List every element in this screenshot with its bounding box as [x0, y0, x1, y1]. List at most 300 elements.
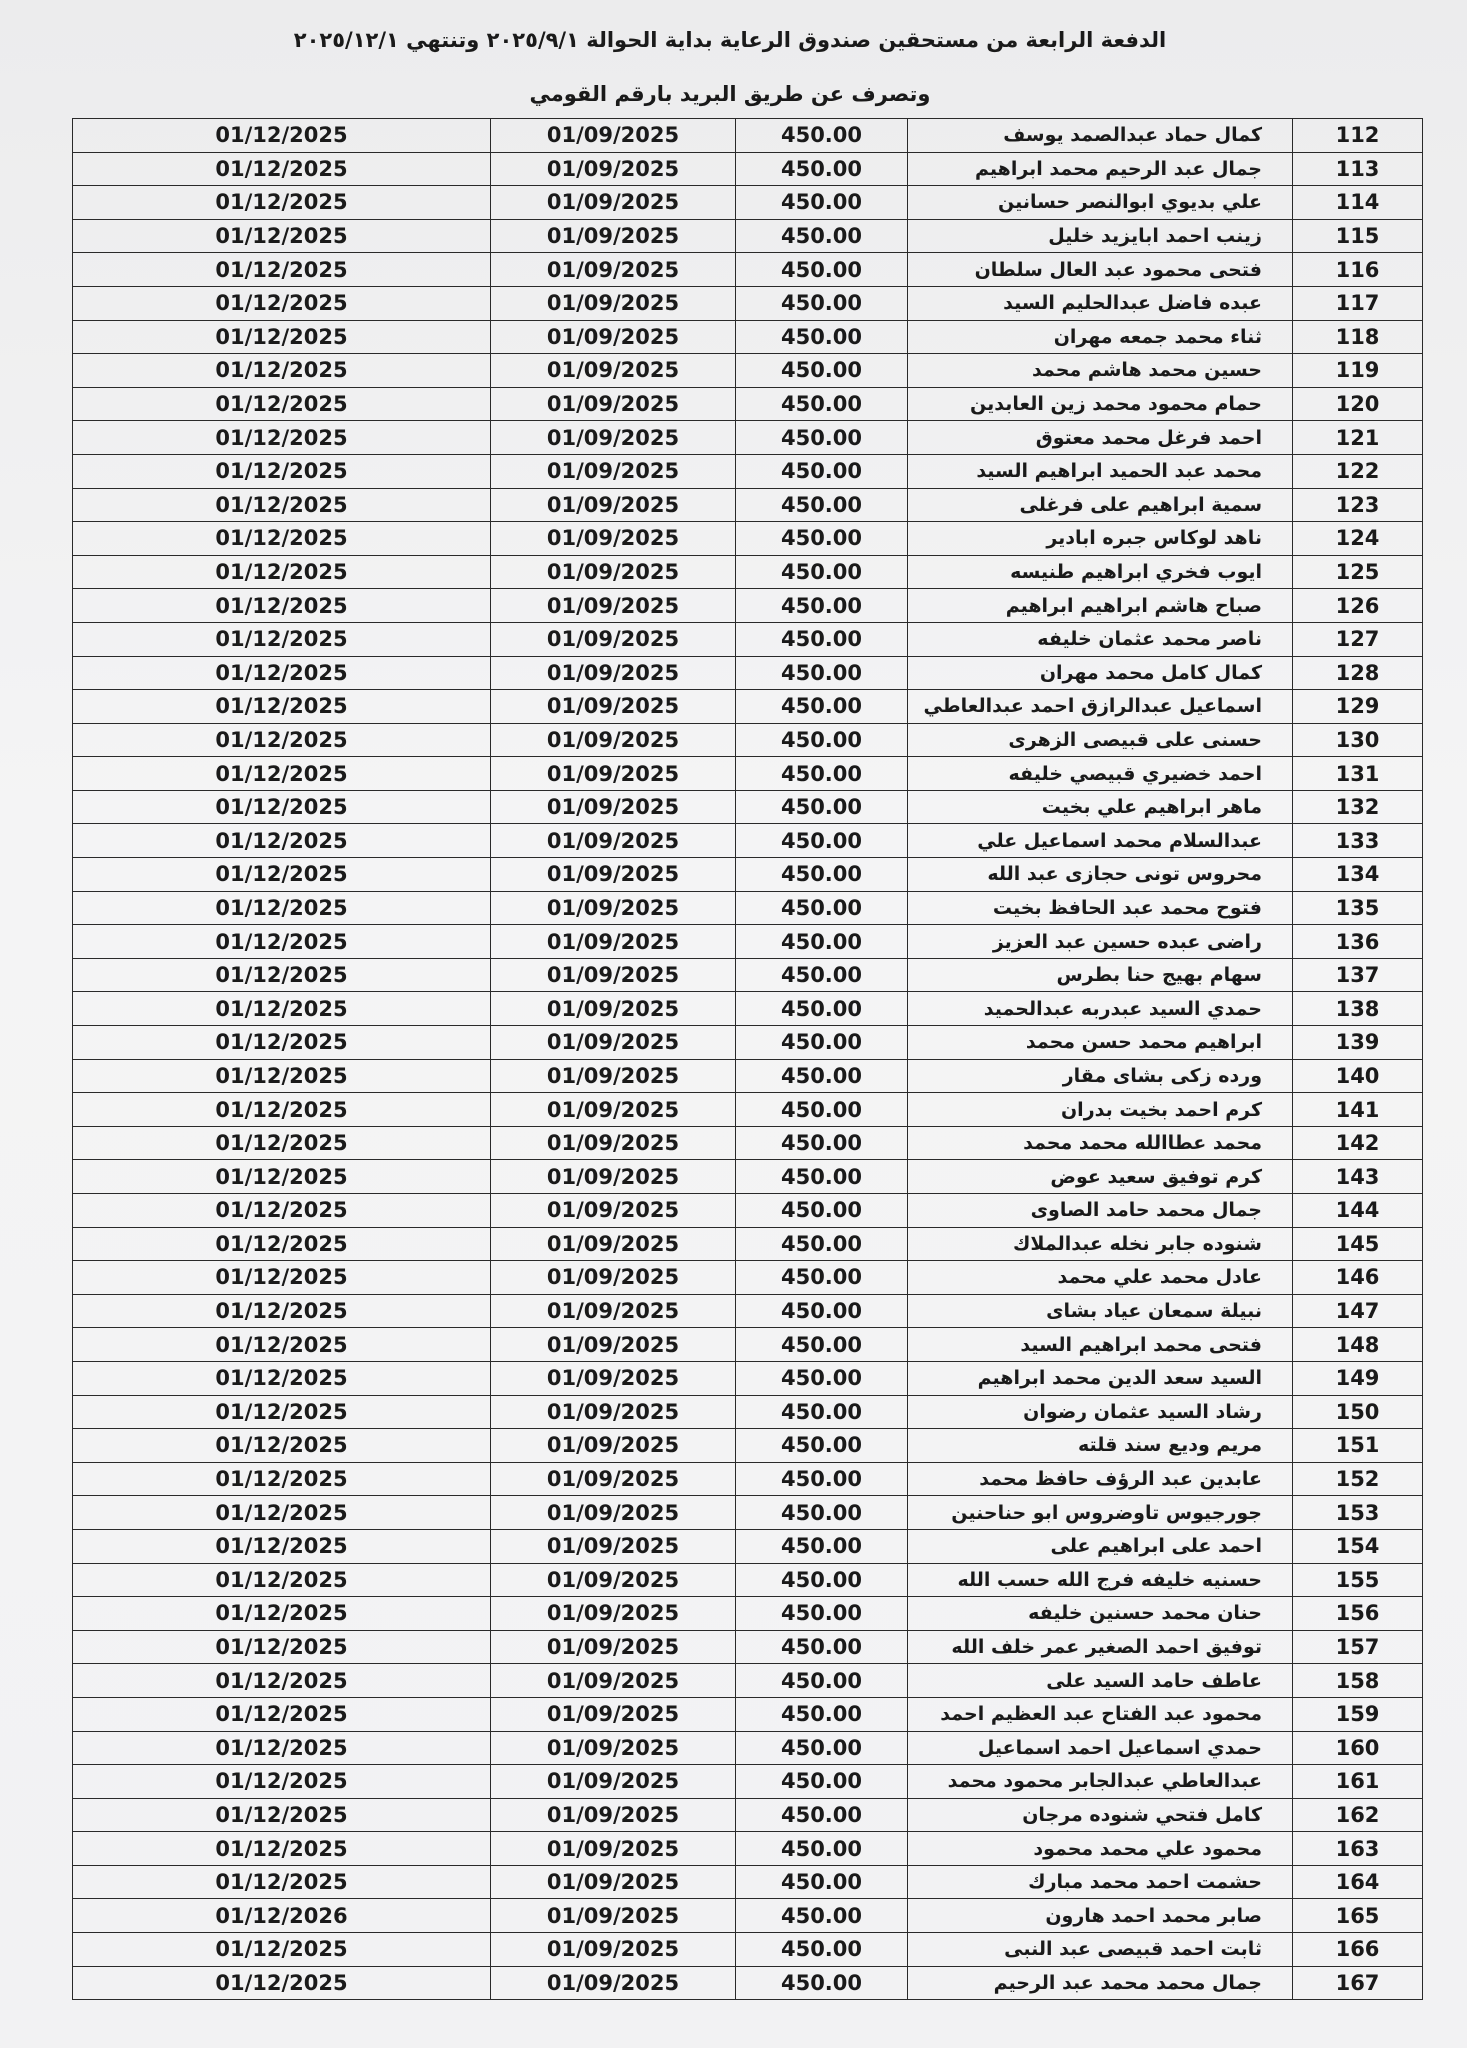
table-row [73, 1597, 1423, 1631]
name-cell: ناهد لوكاس جبره ابادير [908, 522, 1293, 556]
end-date-cell: 01/12/2025 [73, 992, 491, 1026]
row-number-cell: 161 [1293, 1765, 1423, 1799]
table-row [73, 320, 1423, 354]
name-cell: عبده فاضل عبدالحليم السيد [908, 286, 1293, 320]
amount-cell: 450.00 [736, 1126, 908, 1160]
end-date-cell: 01/12/2025 [73, 1059, 491, 1093]
table-row [73, 1697, 1423, 1731]
amount-cell: 450.00 [736, 1697, 908, 1731]
row-number-cell: 166 [1293, 1933, 1423, 1967]
amount-cell: 450.00 [736, 622, 908, 656]
name-cell: محمود علي محمد محمود [908, 1832, 1293, 1866]
end-date-cell: 01/12/2025 [73, 723, 491, 757]
table-row [73, 992, 1423, 1026]
amount-cell: 450.00 [736, 1294, 908, 1328]
row-number-cell: 151 [1293, 1429, 1423, 1463]
amount-cell: 450.00 [736, 1798, 908, 1832]
row-number-cell: 140 [1293, 1059, 1423, 1093]
name-cell: جمال عبد الرحيم محمد ابراهيم [908, 152, 1293, 186]
table-row [73, 622, 1423, 656]
end-date-cell: 01/12/2025 [73, 1026, 491, 1060]
name-cell: عبدالعاطي عبدالجابر محمود محمد [908, 1765, 1293, 1799]
name-cell: ابراهيم محمد حسن محمد [908, 1026, 1293, 1060]
table-row [73, 1093, 1423, 1127]
end-date-cell: 01/12/2025 [73, 522, 491, 556]
start-date-cell: 01/09/2025 [491, 1093, 736, 1127]
end-date-cell: 01/12/2025 [73, 354, 491, 388]
name-cell: ناصر محمد عثمان خليفه [908, 622, 1293, 656]
row-number-cell: 123 [1293, 488, 1423, 522]
end-date-cell: 01/12/2025 [73, 1395, 491, 1429]
table-row [73, 1496, 1423, 1530]
row-number-cell: 127 [1293, 622, 1423, 656]
row-number-cell: 131 [1293, 757, 1423, 791]
amount-cell: 450.00 [736, 790, 908, 824]
start-date-cell: 01/09/2025 [491, 1462, 736, 1496]
end-date-cell: 01/12/2025 [73, 1832, 491, 1866]
name-cell: شنوده جابر نخله عبدالملاك [908, 1227, 1293, 1261]
amount-cell: 450.00 [736, 858, 908, 892]
start-date-cell: 01/09/2025 [491, 1496, 736, 1530]
row-number-cell: 142 [1293, 1126, 1423, 1160]
table-row [73, 1395, 1423, 1429]
document-title: الدفعة الرابعة من مستحقين صندوق الرعاية بداية الحوالة ٢٠٢٥/٩/١ وتنتهي ٢٠٢٥/١٢/١ [293, 28, 1167, 52]
name-cell: جمال محمد حامد الصاوى [908, 1194, 1293, 1228]
amount-cell: 450.00 [736, 1462, 908, 1496]
end-date-cell: 01/12/2025 [73, 1429, 491, 1463]
row-number-cell: 134 [1293, 858, 1423, 892]
end-date-cell: 01/12/2025 [73, 1933, 491, 1967]
start-date-cell: 01/09/2025 [491, 253, 736, 287]
start-date-cell: 01/09/2025 [491, 387, 736, 421]
row-number-cell: 120 [1293, 387, 1423, 421]
table-row [73, 1832, 1423, 1866]
table-row [73, 589, 1423, 623]
name-cell: حشمت احمد محمد مبارك [908, 1865, 1293, 1899]
row-number-cell: 114 [1293, 186, 1423, 220]
start-date-cell: 01/09/2025 [491, 1563, 736, 1597]
amount-cell: 450.00 [736, 1194, 908, 1228]
amount-cell: 450.00 [736, 1160, 908, 1194]
amount-cell: 450.00 [736, 589, 908, 623]
table-row [73, 1798, 1423, 1832]
row-number-cell: 158 [1293, 1664, 1423, 1698]
row-number-cell: 146 [1293, 1261, 1423, 1295]
start-date-cell: 01/09/2025 [491, 1765, 736, 1799]
end-date-cell: 01/12/2025 [73, 1227, 491, 1261]
amount-cell: 450.00 [736, 1026, 908, 1060]
name-cell: زينب احمد ابايزيد خليل [908, 219, 1293, 253]
end-date-cell: 01/12/2025 [73, 1697, 491, 1731]
beneficiaries-table [72, 118, 1423, 2000]
table-row [73, 555, 1423, 589]
table-row [73, 1126, 1423, 1160]
row-number-cell: 159 [1293, 1697, 1423, 1731]
start-date-cell: 01/09/2025 [491, 1126, 736, 1160]
name-cell: حمدي السيد عبدربه عبدالحميد [908, 992, 1293, 1026]
table-row [73, 757, 1423, 791]
end-date-cell: 01/12/2025 [73, 1093, 491, 1127]
table-row [73, 891, 1423, 925]
table-row [73, 958, 1423, 992]
amount-cell: 450.00 [736, 1933, 908, 1967]
table-row [73, 1765, 1423, 1799]
start-date-cell: 01/09/2025 [491, 1933, 736, 1967]
start-date-cell: 01/09/2025 [491, 421, 736, 455]
name-cell: جورجيوس تاوضروس ابو حناحنين [908, 1496, 1293, 1530]
name-cell: مريم وديع سند قلته [908, 1429, 1293, 1463]
table-row [73, 1731, 1423, 1765]
table-row [73, 219, 1423, 253]
end-date-cell: 01/12/2025 [73, 286, 491, 320]
row-number-cell: 150 [1293, 1395, 1423, 1429]
start-date-cell: 01/09/2025 [491, 1597, 736, 1631]
start-date-cell: 01/09/2025 [491, 1832, 736, 1866]
end-date-cell: 01/12/2025 [73, 555, 491, 589]
start-date-cell: 01/09/2025 [491, 488, 736, 522]
name-cell: حنان محمد حسنين خليفه [908, 1597, 1293, 1631]
amount-cell: 450.00 [736, 1563, 908, 1597]
end-date-cell: 01/12/2025 [73, 320, 491, 354]
start-date-cell: 01/09/2025 [491, 1798, 736, 1832]
row-number-cell: 113 [1293, 152, 1423, 186]
table-row [73, 1361, 1423, 1395]
name-cell: جمال محمد محمد عبد الرحيم [908, 1966, 1293, 2000]
row-number-cell: 164 [1293, 1865, 1423, 1899]
name-cell: كمال حماد عبدالصمد يوسف [908, 119, 1293, 153]
amount-cell: 450.00 [736, 1496, 908, 1530]
table-row [73, 253, 1423, 287]
start-date-cell: 01/09/2025 [491, 1966, 736, 2000]
start-date-cell: 01/09/2025 [491, 1429, 736, 1463]
start-date-cell: 01/09/2025 [491, 891, 736, 925]
end-date-cell: 01/12/2025 [73, 1261, 491, 1295]
table-row [73, 354, 1423, 388]
name-cell: راضى عبده حسين عبد العزيز [908, 925, 1293, 959]
end-date-cell: 01/12/2025 [73, 958, 491, 992]
amount-cell: 450.00 [736, 555, 908, 589]
end-date-cell: 01/12/2025 [73, 186, 491, 220]
end-date-cell: 01/12/2025 [73, 656, 491, 690]
start-date-cell: 01/09/2025 [491, 219, 736, 253]
end-date-cell: 01/12/2025 [73, 690, 491, 724]
start-date-cell: 01/09/2025 [491, 723, 736, 757]
name-cell: عادل محمد علي محمد [908, 1261, 1293, 1295]
name-cell: ورده زكى بشاى مقار [908, 1059, 1293, 1093]
end-date-cell: 01/12/2025 [73, 824, 491, 858]
end-date-cell: 01/12/2025 [73, 790, 491, 824]
row-number-cell: 133 [1293, 824, 1423, 858]
table-row [73, 1865, 1423, 1899]
amount-cell: 450.00 [736, 1630, 908, 1664]
amount-cell: 450.00 [736, 488, 908, 522]
row-number-cell: 157 [1293, 1630, 1423, 1664]
row-number-cell: 165 [1293, 1899, 1423, 1933]
table-row [73, 421, 1423, 455]
name-cell: حمام محمود محمد زين العابدين [908, 387, 1293, 421]
table-row [73, 723, 1423, 757]
start-date-cell: 01/09/2025 [491, 354, 736, 388]
table-row [73, 387, 1423, 421]
start-date-cell: 01/09/2025 [491, 824, 736, 858]
row-number-cell: 154 [1293, 1529, 1423, 1563]
name-cell: محروس تونى حجازى عبد الله [908, 858, 1293, 892]
name-cell: محمد عبد الحميد ابراهيم السيد [908, 454, 1293, 488]
row-number-cell: 118 [1293, 320, 1423, 354]
end-date-cell: 01/12/2025 [73, 1966, 491, 2000]
name-cell: عابدين عبد الرؤف حافظ محمد [908, 1462, 1293, 1496]
start-date-cell: 01/09/2025 [491, 1395, 736, 1429]
start-date-cell: 01/09/2025 [491, 1194, 736, 1228]
table-row [73, 454, 1423, 488]
row-number-cell: 112 [1293, 119, 1423, 153]
row-number-cell: 124 [1293, 522, 1423, 556]
row-number-cell: 130 [1293, 723, 1423, 757]
name-cell: فتحى محمد ابراهيم السيد [908, 1328, 1293, 1362]
end-date-cell: 01/12/2025 [73, 1361, 491, 1395]
name-cell: حسين محمد هاشم محمد [908, 354, 1293, 388]
row-number-cell: 121 [1293, 421, 1423, 455]
name-cell: كرم احمد بخيت بدران [908, 1093, 1293, 1127]
name-cell: ثابت احمد قبيصى عبد النبى [908, 1933, 1293, 1967]
row-number-cell: 136 [1293, 925, 1423, 959]
amount-cell: 450.00 [736, 1227, 908, 1261]
amount-cell: 450.00 [736, 320, 908, 354]
name-cell: صابر محمد احمد هارون [908, 1899, 1293, 1933]
row-number-cell: 145 [1293, 1227, 1423, 1261]
name-cell: حسنى على قبيصى الزهرى [908, 723, 1293, 757]
start-date-cell: 01/09/2025 [491, 1261, 736, 1295]
start-date-cell: 01/09/2025 [491, 186, 736, 220]
end-date-cell: 01/12/2025 [73, 1328, 491, 1362]
end-date-cell: 01/12/2025 [73, 622, 491, 656]
row-number-cell: 115 [1293, 219, 1423, 253]
amount-cell: 450.00 [736, 454, 908, 488]
end-date-cell: 01/12/2025 [73, 1664, 491, 1698]
name-cell: ثناء محمد جمعه مهران [908, 320, 1293, 354]
name-cell: اسماعيل عبدالرازق احمد عبدالعاطي [908, 690, 1293, 724]
row-number-cell: 119 [1293, 354, 1423, 388]
table-row [73, 286, 1423, 320]
end-date-cell: 01/12/2025 [73, 1462, 491, 1496]
amount-cell: 450.00 [736, 824, 908, 858]
name-cell: فتحى محمود عبد العال سلطان [908, 253, 1293, 287]
name-cell: نبيلة سمعان عياد بشاى [908, 1294, 1293, 1328]
amount-cell: 450.00 [736, 186, 908, 220]
name-cell: السيد سعد الدين محمد ابراهيم [908, 1361, 1293, 1395]
amount-cell: 450.00 [736, 1361, 908, 1395]
table-row [73, 1462, 1423, 1496]
start-date-cell: 01/09/2025 [491, 1328, 736, 1362]
name-cell: عبدالسلام محمد اسماعيل علي [908, 824, 1293, 858]
row-number-cell: 153 [1293, 1496, 1423, 1530]
row-number-cell: 116 [1293, 253, 1423, 287]
end-date-cell: 01/12/2025 [73, 589, 491, 623]
table-row [73, 824, 1423, 858]
start-date-cell: 01/09/2025 [491, 925, 736, 959]
row-number-cell: 144 [1293, 1194, 1423, 1228]
end-date-cell: 01/12/2025 [73, 1294, 491, 1328]
amount-cell: 450.00 [736, 119, 908, 153]
end-date-cell: 01/12/2025 [73, 421, 491, 455]
amount-cell: 450.00 [736, 690, 908, 724]
end-date-cell: 01/12/2025 [73, 1731, 491, 1765]
name-cell: محمود عبد الفتاح عبد العظيم احمد [908, 1697, 1293, 1731]
amount-cell: 450.00 [736, 656, 908, 690]
table-row [73, 186, 1423, 220]
start-date-cell: 01/09/2025 [491, 589, 736, 623]
start-date-cell: 01/09/2025 [491, 958, 736, 992]
end-date-cell: 01/12/2025 [73, 1865, 491, 1899]
name-cell: كرم توفيق سعيد عوض [908, 1160, 1293, 1194]
table-row [73, 1328, 1423, 1362]
table-row [73, 790, 1423, 824]
name-cell: سهام بهيج حنا بطرس [908, 958, 1293, 992]
table-row [73, 1563, 1423, 1597]
amount-cell: 450.00 [736, 1395, 908, 1429]
end-date-cell: 01/12/2025 [73, 1194, 491, 1228]
amount-cell: 450.00 [736, 1865, 908, 1899]
amount-cell: 450.00 [736, 1429, 908, 1463]
end-date-cell: 01/12/2025 [73, 891, 491, 925]
row-number-cell: 128 [1293, 656, 1423, 690]
name-cell: عاطف حامد السيد على [908, 1664, 1293, 1698]
row-number-cell: 160 [1293, 1731, 1423, 1765]
start-date-cell: 01/09/2025 [491, 1899, 736, 1933]
row-number-cell: 149 [1293, 1361, 1423, 1395]
amount-cell: 450.00 [736, 757, 908, 791]
amount-cell: 450.00 [736, 1597, 908, 1631]
table-row [73, 1194, 1423, 1228]
start-date-cell: 01/09/2025 [491, 1630, 736, 1664]
table-row [73, 690, 1423, 724]
amount-cell: 450.00 [736, 286, 908, 320]
name-cell: ايوب فخري ابراهيم طنيسه [908, 555, 1293, 589]
row-number-cell: 117 [1293, 286, 1423, 320]
name-cell: كامل فتحي شنوده مرجان [908, 1798, 1293, 1832]
table-row [73, 1933, 1423, 1967]
table-row [73, 1026, 1423, 1060]
row-number-cell: 125 [1293, 555, 1423, 589]
amount-cell: 450.00 [736, 1328, 908, 1362]
end-date-cell: 01/12/2025 [73, 1798, 491, 1832]
start-date-cell: 01/09/2025 [491, 992, 736, 1026]
end-date-cell: 01/12/2025 [73, 119, 491, 153]
end-date-cell: 01/12/2025 [73, 757, 491, 791]
row-number-cell: 135 [1293, 891, 1423, 925]
amount-cell: 450.00 [736, 354, 908, 388]
start-date-cell: 01/09/2025 [491, 1697, 736, 1731]
table-row [73, 925, 1423, 959]
name-cell: توفيق احمد الصغير عمر خلف الله [908, 1630, 1293, 1664]
end-date-cell: 01/12/2025 [73, 1126, 491, 1160]
end-date-cell: 01/12/2025 [73, 858, 491, 892]
row-number-cell: 148 [1293, 1328, 1423, 1362]
document-subtitle: وتصرف عن طريق البريد بارقم القومي [529, 82, 931, 106]
end-date-cell: 01/12/2025 [73, 1630, 491, 1664]
name-cell: احمد فرغل محمد معتوق [908, 421, 1293, 455]
row-number-cell: 147 [1293, 1294, 1423, 1328]
end-date-cell: 01/12/2025 [73, 488, 491, 522]
table-row [73, 1059, 1423, 1093]
start-date-cell: 01/09/2025 [491, 152, 736, 186]
amount-cell: 450.00 [736, 1731, 908, 1765]
name-cell: كمال كامل محمد مهران [908, 656, 1293, 690]
amount-cell: 450.00 [736, 1832, 908, 1866]
table-row [73, 488, 1423, 522]
start-date-cell: 01/09/2025 [491, 1059, 736, 1093]
name-cell: فتوح محمد عبد الحافظ بخيت [908, 891, 1293, 925]
row-number-cell: 155 [1293, 1563, 1423, 1597]
table-row [73, 858, 1423, 892]
name-cell: احمد على ابراهيم على [908, 1529, 1293, 1563]
amount-cell: 450.00 [736, 421, 908, 455]
end-date-cell: 01/12/2025 [73, 387, 491, 421]
start-date-cell: 01/09/2025 [491, 286, 736, 320]
start-date-cell: 01/09/2025 [491, 622, 736, 656]
start-date-cell: 01/09/2025 [491, 858, 736, 892]
amount-cell: 450.00 [736, 387, 908, 421]
amount-cell: 450.00 [736, 1093, 908, 1127]
table-row [73, 119, 1423, 153]
start-date-cell: 01/09/2025 [491, 320, 736, 354]
table-row [73, 1529, 1423, 1563]
start-date-cell: 01/09/2025 [491, 555, 736, 589]
table-row [73, 1261, 1423, 1295]
amount-cell: 450.00 [736, 1529, 908, 1563]
start-date-cell: 01/09/2025 [491, 1227, 736, 1261]
row-number-cell: 126 [1293, 589, 1423, 623]
end-date-cell: 01/12/2025 [73, 1563, 491, 1597]
amount-cell: 450.00 [736, 1899, 908, 1933]
amount-cell: 450.00 [736, 958, 908, 992]
end-date-cell: 01/12/2025 [73, 1529, 491, 1563]
amount-cell: 450.00 [736, 152, 908, 186]
end-date-cell: 01/12/2025 [73, 454, 491, 488]
table-row [73, 1899, 1423, 1933]
row-number-cell: 138 [1293, 992, 1423, 1026]
row-number-cell: 152 [1293, 1462, 1423, 1496]
start-date-cell: 01/09/2025 [491, 1731, 736, 1765]
start-date-cell: 01/09/2025 [491, 1664, 736, 1698]
name-cell: علي بديوي ابوالنصر حسانين [908, 186, 1293, 220]
start-date-cell: 01/09/2025 [491, 656, 736, 690]
amount-cell: 450.00 [736, 1059, 908, 1093]
end-date-cell: 01/12/2025 [73, 152, 491, 186]
start-date-cell: 01/09/2025 [491, 1529, 736, 1563]
end-date-cell: 01/12/2025 [73, 1765, 491, 1799]
start-date-cell: 01/09/2025 [491, 522, 736, 556]
table-row [73, 1429, 1423, 1463]
amount-cell: 450.00 [736, 1765, 908, 1799]
end-date-cell: 01/12/2025 [73, 253, 491, 287]
row-number-cell: 139 [1293, 1026, 1423, 1060]
row-number-cell: 141 [1293, 1093, 1423, 1127]
amount-cell: 450.00 [736, 723, 908, 757]
start-date-cell: 01/09/2025 [491, 757, 736, 791]
start-date-cell: 01/09/2025 [491, 690, 736, 724]
table-row [73, 1966, 1423, 2000]
name-cell: حمدي اسماعيل احمد اسماعيل [908, 1731, 1293, 1765]
amount-cell: 450.00 [736, 925, 908, 959]
name-cell: صباح هاشم ابراهيم ابراهيم [908, 589, 1293, 623]
end-date-cell: 01/12/2025 [73, 219, 491, 253]
amount-cell: 450.00 [736, 891, 908, 925]
end-date-cell: 01/12/2025 [73, 925, 491, 959]
name-cell: سمية ابراهيم على فرغلى [908, 488, 1293, 522]
amount-cell: 450.00 [736, 1664, 908, 1698]
amount-cell: 450.00 [736, 522, 908, 556]
